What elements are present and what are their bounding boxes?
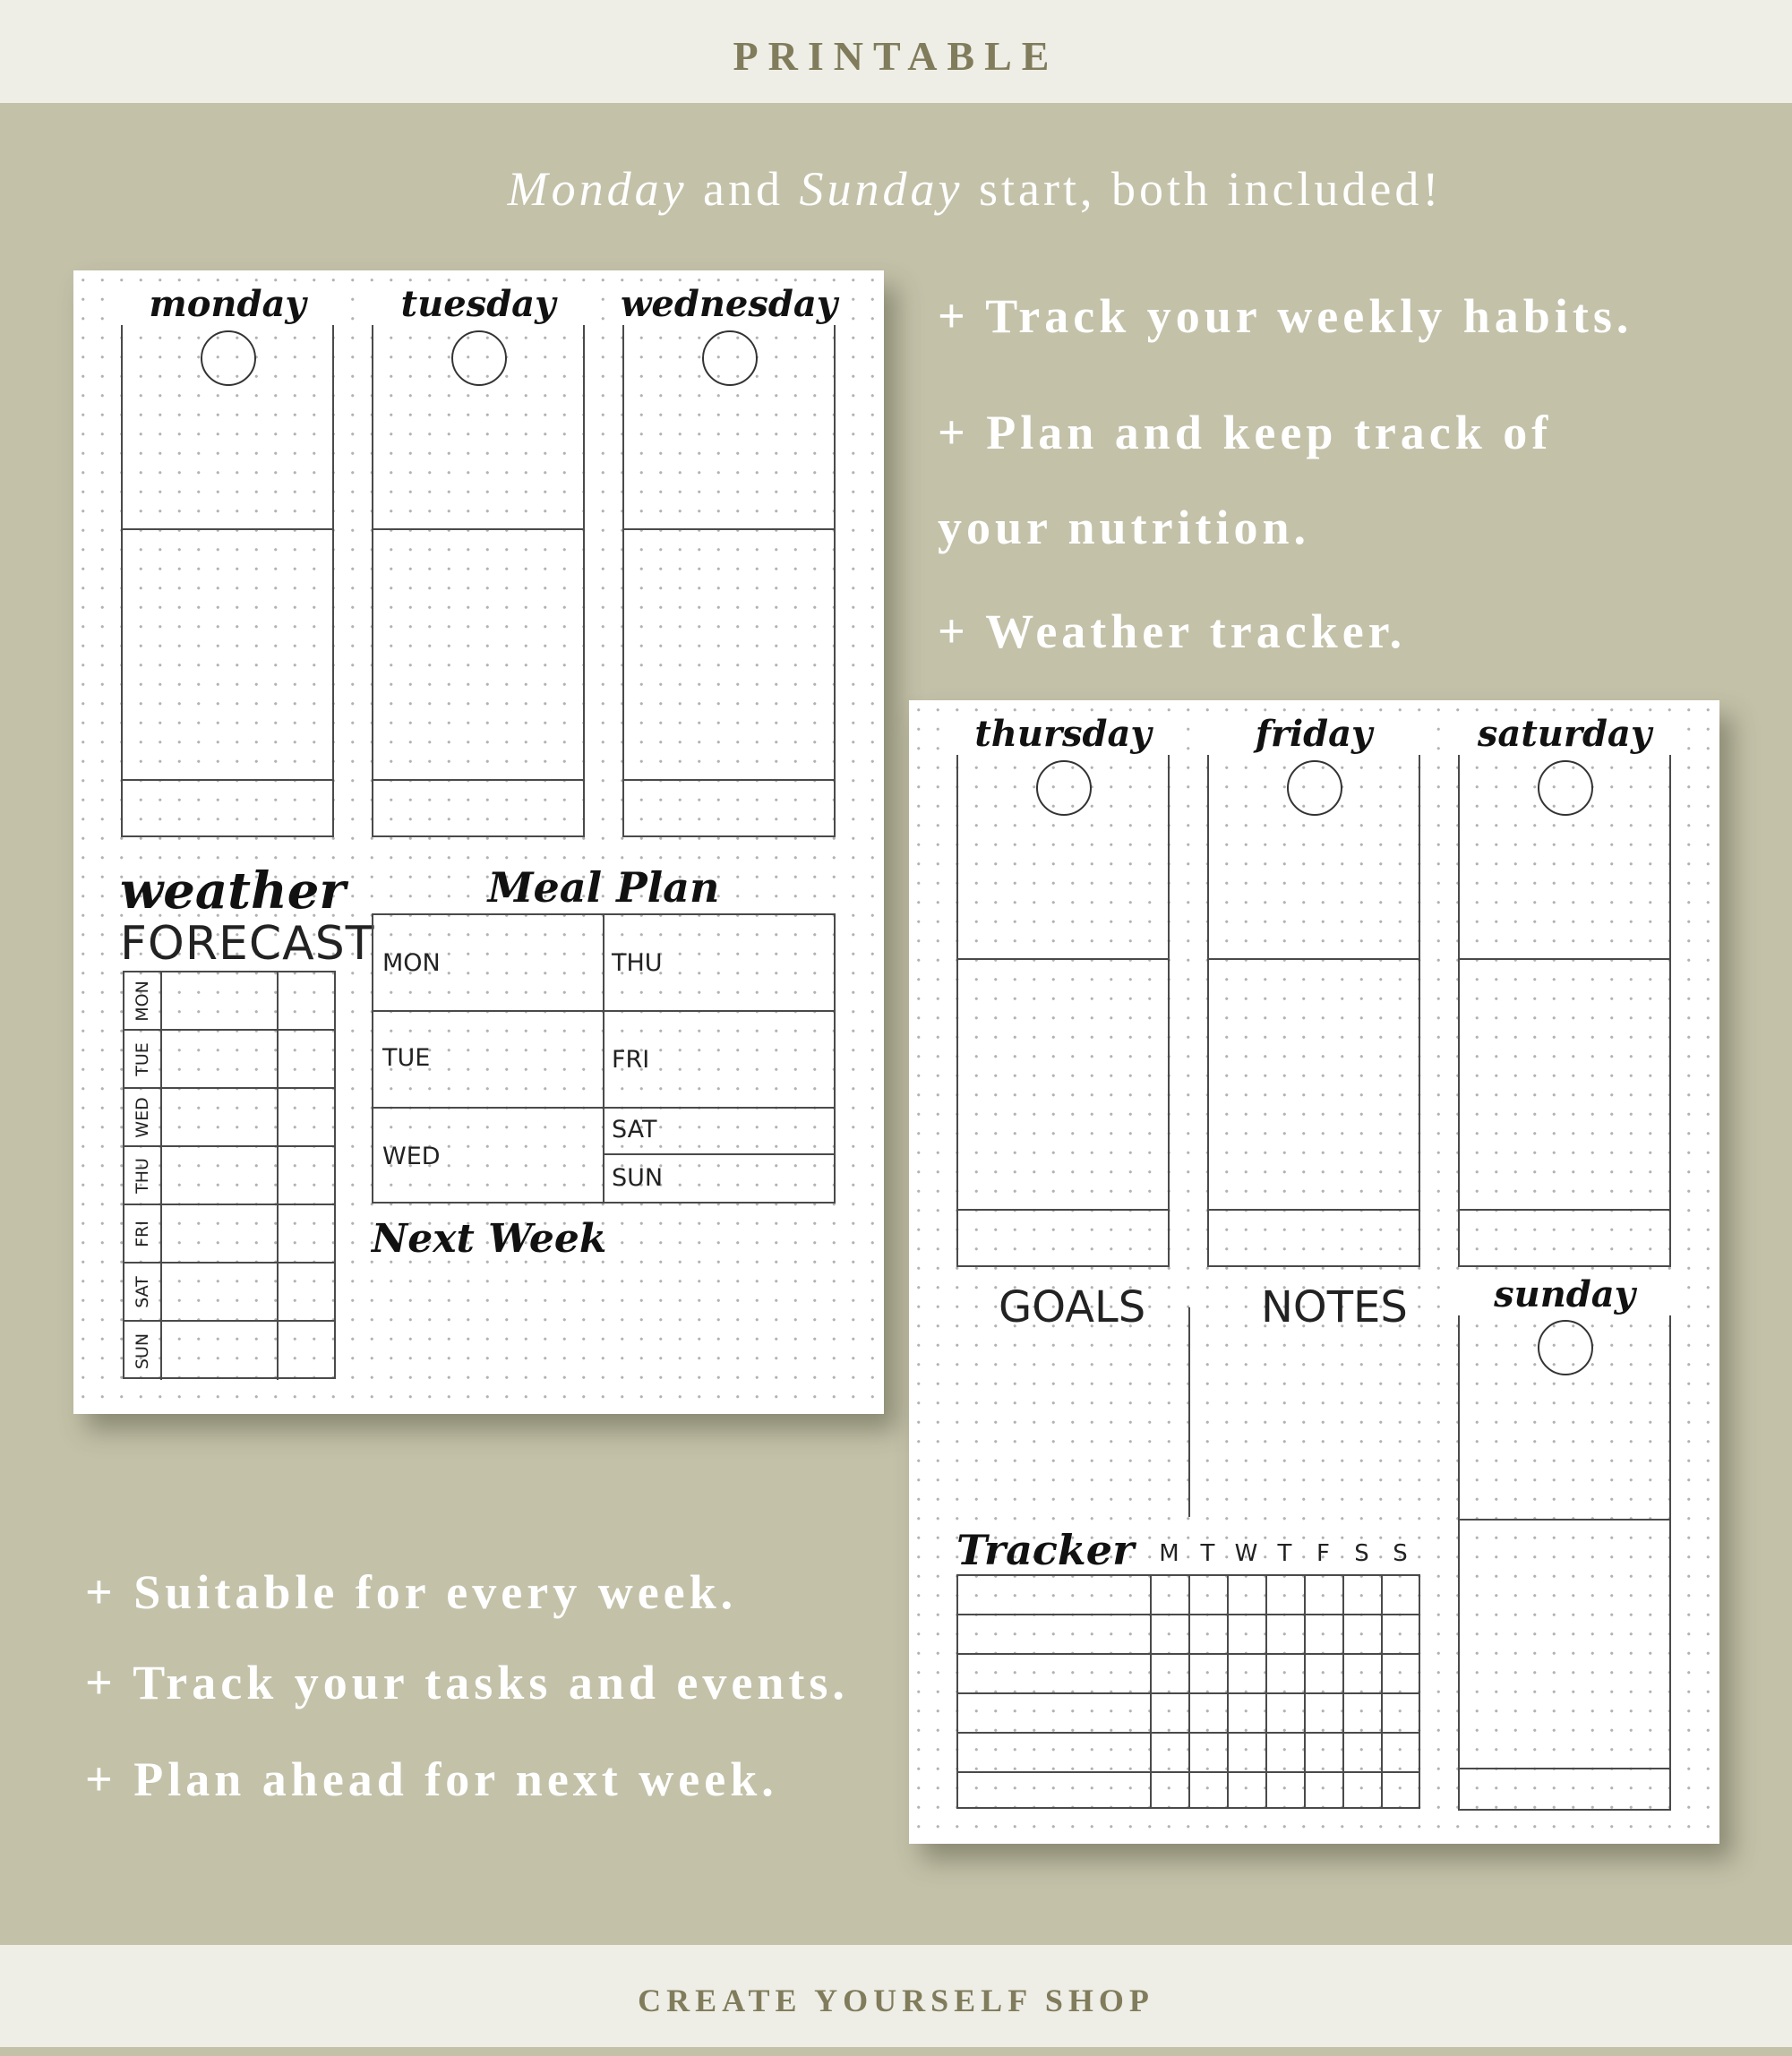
day-column-saturday — [1458, 745, 1671, 1267]
meal-divider — [373, 1010, 834, 1012]
header-title: PRINTABLE — [733, 33, 1059, 79]
subtitle-rest: start, both included! — [978, 162, 1443, 216]
feature-habits: + Track your weekly habits. — [938, 289, 1633, 343]
day-column-thursday — [956, 745, 1170, 1267]
mood-circle — [1538, 1320, 1593, 1375]
feature-tasks: + Track your tasks and events. — [85, 1656, 849, 1709]
day-column-sunday — [1458, 1307, 1671, 1811]
tracker-day-mon: M — [1159, 1540, 1179, 1567]
tracker-title: Tracker — [956, 1526, 1135, 1574]
weather-col-divider — [277, 1322, 279, 1380]
weather-day-cell — [124, 1322, 162, 1380]
weather-day-cell — [124, 1089, 162, 1145]
column-divider — [1460, 1209, 1669, 1211]
tracker-col-line — [1265, 1576, 1267, 1807]
tracker-day-thu: T — [1277, 1540, 1292, 1567]
weather-row — [124, 1147, 334, 1205]
goals-notes-divider — [1188, 1307, 1190, 1517]
goals-title: GOALS — [999, 1282, 1146, 1332]
header-band — [0, 0, 1792, 103]
weather-day-cell — [124, 1205, 162, 1262]
feature-nutrition-2: your nutrition. — [938, 501, 1311, 554]
day-column-wednesday — [622, 315, 836, 837]
day-label-friday: friday — [1198, 713, 1429, 755]
weather-day-label: FRI — [133, 1220, 152, 1247]
weather-day-cell — [124, 1264, 162, 1320]
habit-tracker-table — [956, 1574, 1420, 1809]
tracker-day-fri: F — [1316, 1540, 1330, 1567]
meal-divider — [603, 915, 604, 1202]
weather-day-label: THU — [133, 1157, 152, 1194]
subtitle — [0, 161, 1792, 217]
mood-circle — [451, 330, 507, 386]
weather-col-divider — [277, 1147, 279, 1204]
meal-cell-sat: SAT — [612, 1116, 657, 1144]
mood-circle — [1036, 760, 1092, 816]
weather-row — [124, 1031, 334, 1089]
day-label-thursday: thursday — [947, 713, 1179, 755]
subtitle-sunday: Sunday — [799, 162, 964, 216]
column-divider — [123, 779, 332, 781]
day-column-tuesday — [372, 315, 585, 837]
column-divider — [958, 958, 1168, 960]
column-divider — [958, 1209, 1168, 1211]
mood-circle — [201, 330, 256, 386]
column-divider — [1460, 1768, 1669, 1769]
meal-divider — [603, 1153, 834, 1155]
day-label-sunday: sunday — [1449, 1273, 1680, 1315]
weather-row — [124, 972, 334, 1031]
feature-weather: + Weather tracker. — [938, 604, 1407, 658]
subtitle-monday: Monday — [507, 162, 688, 216]
tracker-day-wed: W — [1234, 1540, 1258, 1567]
weather-day-label: TUE — [133, 1041, 152, 1076]
day-label-tuesday: tuesday — [363, 283, 594, 325]
day-label-saturday: saturday — [1449, 713, 1680, 755]
feature-every-week: + Suitable for every week. — [85, 1565, 738, 1619]
weather-day-cell — [124, 1031, 162, 1087]
weather-table — [123, 971, 336, 1379]
meal-cell-wed: WED — [382, 1143, 441, 1170]
column-divider — [1209, 958, 1419, 960]
mood-circle — [1538, 760, 1593, 816]
tracker-day-sat: S — [1354, 1540, 1369, 1567]
column-divider — [1460, 1519, 1669, 1521]
next-week-title: Next Week — [372, 1216, 607, 1262]
meal-cell-thu: THU — [612, 949, 663, 977]
meal-cell-mon: MON — [382, 949, 441, 977]
tracker-col-line — [1342, 1576, 1344, 1807]
column-divider — [373, 779, 583, 781]
day-column-monday — [121, 315, 334, 837]
meal-plan-table — [372, 913, 836, 1204]
tracker-col-line — [1227, 1576, 1229, 1807]
meal-cell-tue: TUE — [382, 1044, 431, 1072]
mood-circle — [1287, 760, 1342, 816]
weather-day-label: WED — [133, 1096, 152, 1138]
tracker-col-line — [1304, 1576, 1306, 1807]
column-divider — [123, 528, 332, 530]
weather-row — [124, 1264, 334, 1322]
tracker-col-line — [1150, 1576, 1152, 1807]
subtitle-and: and — [703, 162, 785, 216]
column-divider — [624, 779, 834, 781]
day-label-monday: monday — [112, 283, 343, 325]
meal-plan-title: Meal Plan — [487, 863, 720, 912]
mood-circle — [702, 330, 758, 386]
tracker-day-tue: T — [1200, 1540, 1215, 1567]
weather-col-divider — [277, 1264, 279, 1320]
weather-title: weather — [120, 861, 346, 921]
column-divider — [373, 528, 583, 530]
feature-nutrition-1: + Plan and keep track of — [938, 406, 1553, 459]
meal-cell-sun: SUN — [612, 1164, 664, 1192]
day-label-wednesday: wednesday — [613, 283, 845, 325]
forecast-title: FORECAST — [120, 917, 375, 971]
weather-col-divider — [277, 1031, 279, 1087]
planner-page-right — [909, 700, 1719, 1844]
weather-col-divider — [277, 1205, 279, 1262]
weather-col-divider — [277, 972, 279, 1029]
notes-title: NOTES — [1261, 1282, 1408, 1332]
weather-day-cell — [124, 1147, 162, 1204]
weather-row — [124, 1089, 334, 1147]
tracker-col-line — [1188, 1576, 1190, 1807]
footer-band — [0, 1945, 1792, 2047]
column-divider — [624, 528, 834, 530]
weather-row — [124, 1322, 334, 1380]
day-column-friday — [1207, 745, 1420, 1267]
weather-day-cell — [124, 972, 162, 1029]
weather-day-label: SUN — [133, 1332, 152, 1369]
weather-day-label: MON — [133, 980, 152, 1022]
meal-cell-fri: FRI — [612, 1046, 650, 1074]
tracker-col-line — [1381, 1576, 1383, 1807]
column-divider — [1460, 958, 1669, 960]
meal-divider — [373, 1107, 834, 1109]
footer-shop-name: CREATE YOURSELF SHOP — [638, 1983, 1154, 2018]
planner-page-left — [73, 270, 884, 1414]
weather-row — [124, 1205, 334, 1264]
tracker-day-sun: S — [1393, 1540, 1408, 1567]
weather-day-label: SAT — [133, 1275, 152, 1308]
column-divider — [1209, 1209, 1419, 1211]
feature-next-week: + Plan ahead for next week. — [85, 1752, 778, 1806]
weather-col-divider — [277, 1089, 279, 1145]
